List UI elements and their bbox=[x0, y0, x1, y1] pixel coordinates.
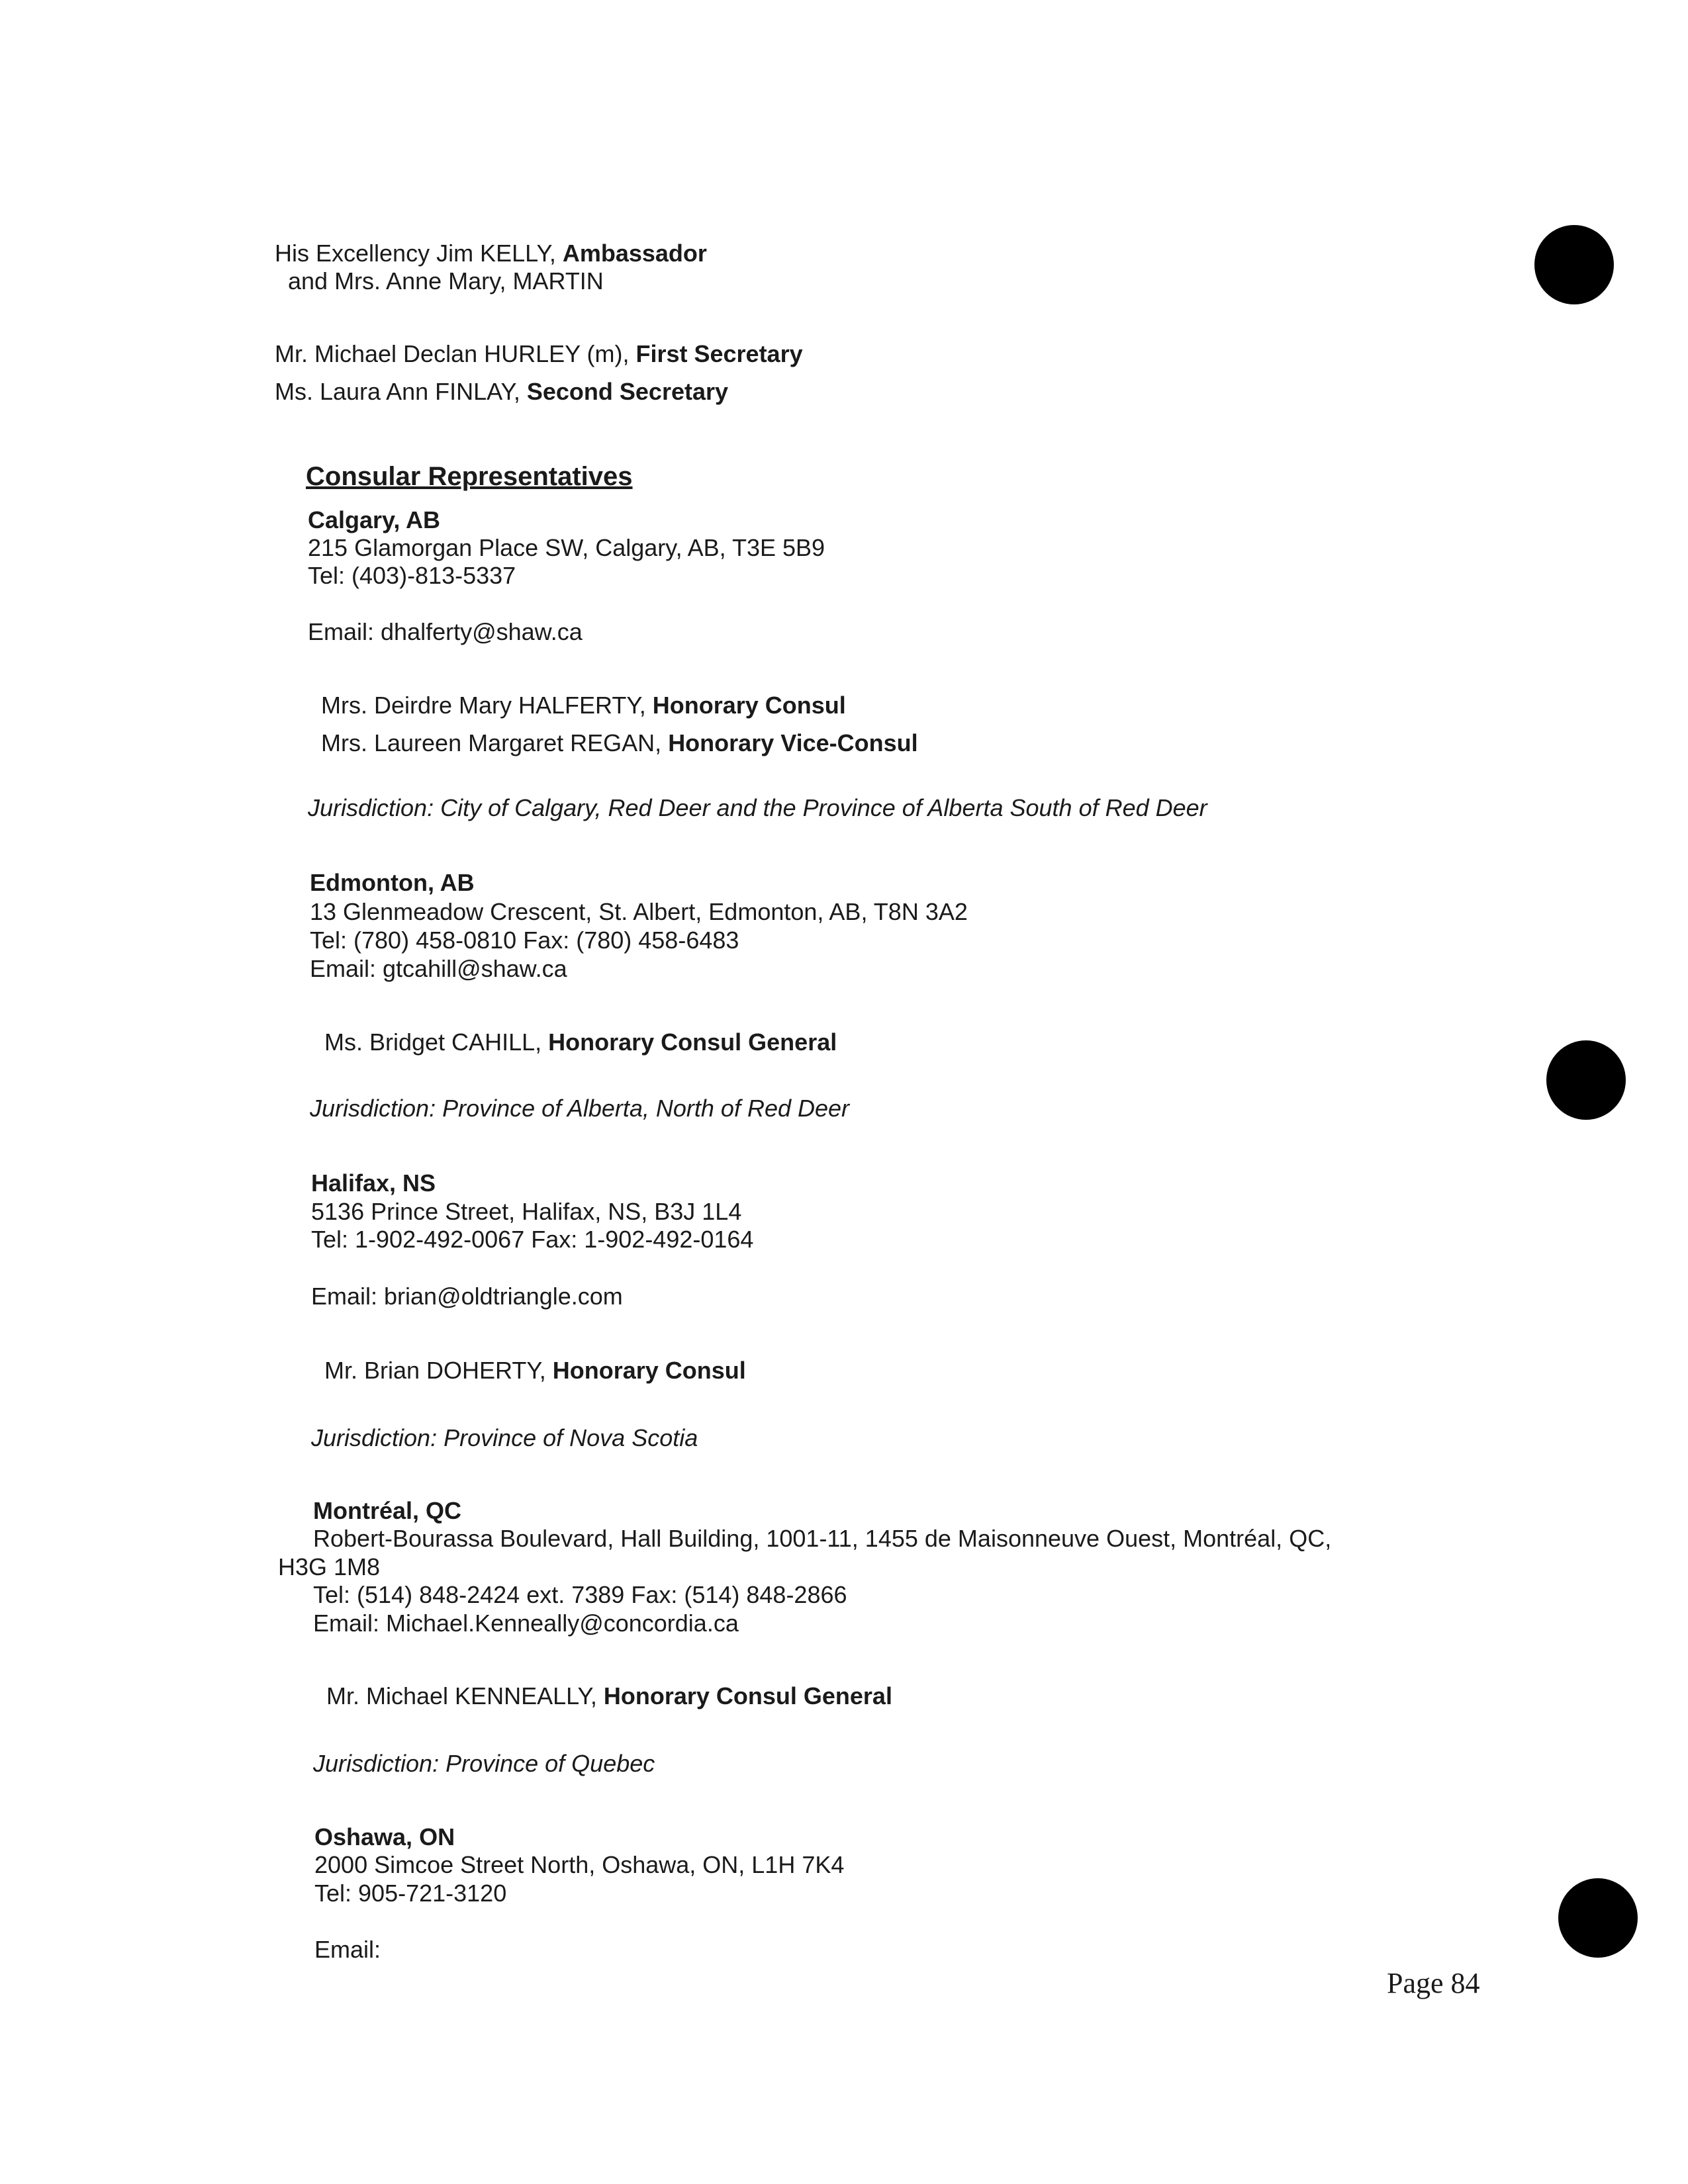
officer-line: Mrs. Laureen Margaret REGAN, Honorary Vice-Consul bbox=[321, 729, 918, 756]
consulate-email: Email: Michael.Kenneally@concordia.ca bbox=[313, 1610, 739, 1637]
staff-name: Mr. Michael Declan HURLEY (m), bbox=[275, 340, 636, 367]
consulate-email: Email: dhalferty@shaw.ca bbox=[308, 618, 583, 645]
officer-line: Mrs. Deirdre Mary HALFERTY, Honorary Consul bbox=[321, 692, 846, 719]
consulate-city: Montréal, QC bbox=[313, 1497, 462, 1524]
consulate-city: Edmonton, AB bbox=[310, 869, 475, 896]
jurisdiction: Jurisdiction: City of Calgary, Red Deer and the Province of Alberta South of Red Deer bbox=[308, 794, 1207, 821]
officer-line: Mr. Michael KENNEALLY, Honorary Consul General bbox=[326, 1682, 892, 1709]
jurisdiction: Jurisdiction: Province of Alberta, North of Red Deer bbox=[310, 1095, 850, 1122]
jurisdiction: Jurisdiction: Province of Nova Scotia bbox=[311, 1424, 698, 1451]
section-title: Consular Representatives bbox=[306, 462, 633, 491]
consulate-email: Email: bbox=[314, 1936, 381, 1963]
punch-hole-bottom bbox=[1558, 1878, 1638, 1958]
punch-hole-top bbox=[1534, 225, 1614, 304]
ambassador-title: Ambassador bbox=[562, 240, 707, 267]
staff-name: Ms. Laura Ann FINLAY, bbox=[275, 378, 527, 405]
officer-line: Mr. Brian DOHERTY, Honorary Consul bbox=[324, 1357, 746, 1384]
consulate-tel: Tel: 1-902-492-0067 Fax: 1-902-492-0164 bbox=[311, 1226, 754, 1253]
ambassador-name: His Excellency Jim KELLY, bbox=[275, 240, 563, 267]
punch-hole-middle bbox=[1546, 1040, 1626, 1120]
consulate-address: 2000 Simcoe Street North, Oshawa, ON, L1H 7K4 bbox=[314, 1851, 845, 1878]
consulate-tel: Tel: 905-721-3120 bbox=[314, 1880, 507, 1907]
spouse-line: and Mrs. Anne Mary, MARTIN bbox=[288, 267, 604, 295]
consulate-email: Email: gtcahill@shaw.ca bbox=[310, 955, 567, 982]
staff-title: First Secretary bbox=[635, 340, 803, 367]
officer-line: Ms. Bridget CAHILL, Honorary Consul General bbox=[324, 1028, 837, 1056]
staff-title: Second Secretary bbox=[526, 378, 729, 405]
consulate-address-continued: H3G 1M8 bbox=[278, 1553, 381, 1580]
staff-line-1 bbox=[275, 342, 803, 366]
page-number: Page 84 bbox=[1387, 1967, 1480, 1999]
ambassador-line bbox=[275, 242, 707, 265]
consulate-tel: Tel: (403)-813-5337 bbox=[308, 562, 516, 589]
consulate-address: 5136 Prince Street, Halifax, NS, B3J 1L4 bbox=[311, 1198, 742, 1225]
consulate-tel: Tel: (514) 848-2424 ext. 7389 Fax: (514) 848-2866 bbox=[313, 1581, 847, 1608]
consulate-city: Halifax, NS bbox=[311, 1169, 436, 1197]
consulate-city: Calgary, AB bbox=[308, 506, 441, 533]
consulate-address: 13 Glenmeadow Crescent, St. Albert, Edmonton, AB, T8N 3A2 bbox=[310, 898, 968, 925]
staff-line-2 bbox=[275, 380, 728, 404]
consulate-address: 215 Glamorgan Place SW, Calgary, AB, T3E 5B9 bbox=[308, 534, 825, 561]
jurisdiction: Jurisdiction: Province of Quebec bbox=[313, 1750, 655, 1777]
consulate-tel: Tel: (780) 458-0810 Fax: (780) 458-6483 bbox=[310, 927, 739, 954]
consulate-address: Robert-Bourassa Boulevard, Hall Building, 1001-11, 1455 de Maisonneuve Ouest, Montréal, QC, bbox=[313, 1525, 1332, 1552]
consulate-city: Oshawa, ON bbox=[314, 1823, 455, 1850]
consulate-email: Email: brian@oldtriangle.com bbox=[311, 1283, 623, 1310]
